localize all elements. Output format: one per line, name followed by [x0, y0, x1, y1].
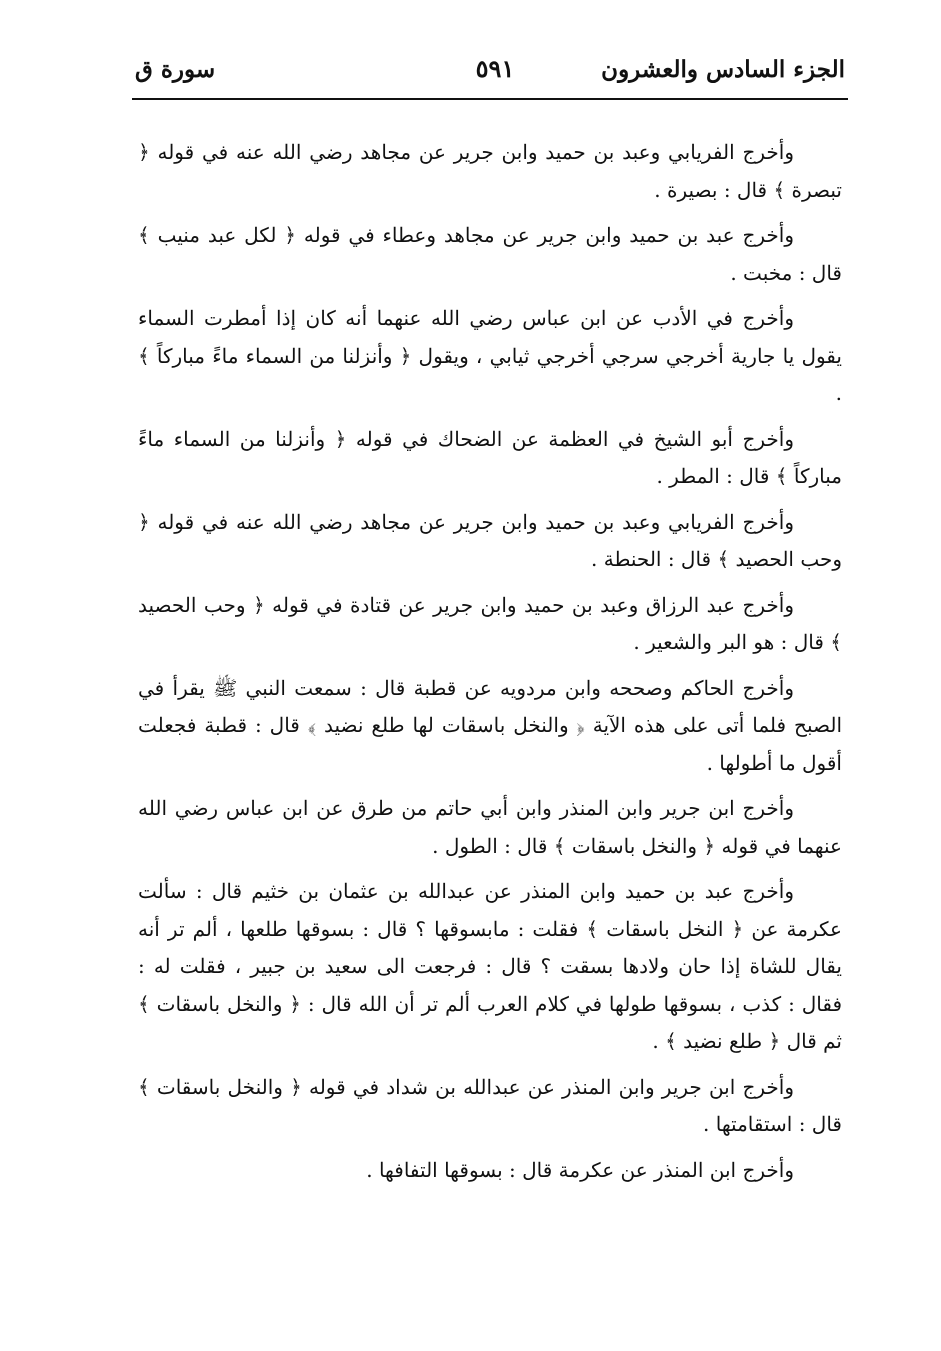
paragraph-8: وأخرج ابن جرير وابن المنذر وابن أبي حاتم من طرق عن ابن عباس رضي الله عنهما في قوله ﴿ والنخل باسقات ﴾ قال : الطول . [138, 796, 842, 858]
paragraph-3: وأخرج في الأدب عن ابن عباس رضي الله عنهما أنه كان إذا أمطرت السماء يقول يا جارية أخرجي سرجي أخرجي ثيابي ، ويقول ﴿ وأنزلنا من السماء ماءً مباركاً ﴾ . [138, 306, 842, 405]
body-text [138, 134, 842, 1197]
surah-title: سورة ق [135, 56, 216, 83]
paragraph-5: وأخرج الفريابي وعبد بن حميد وابن جرير عن مجاهد رضي الله عنه في قوله ﴿ وحب الحصيد ﴾ قال : الحنطة . [138, 509, 842, 571]
page-header [135, 52, 845, 98]
paragraph-7: وأخرج الحاكم وصححه وابن مردويه عن قطبة قال : سمعت النبي ﷺ يقرأ في الصبح فلما أتى على هذه الآية ﴿ والنخل باسقات لها طلع نضيد ﴾ قال : قطبة فجعلت أقول ما أطولها . [138, 675, 842, 775]
paragraph-6: وأخرج عبد الرزاق وعبد بن حميد وابن جرير عن قتادة في قوله ﴿ وحب الحصيد ﴾ قال : هو البر والشعير . [138, 592, 842, 654]
paragraph-4: وأخرج أبو الشيخ في العظمة عن الضحاك في قوله ﴿ وأنزلنا من السماء ماءً مباركاً ﴾ قال : المطر . [138, 426, 842, 488]
part-title: الجزء السادس والعشرون [601, 56, 845, 83]
paragraph-10: وأخرج ابن جرير وابن المنذر عن عبدالله بن شداد في قوله ﴿ والنخل باسقات ﴾ قال : استقامتها . [138, 1074, 842, 1136]
page-number: ٥٩١ [475, 54, 515, 83]
paragraph-9: وأخرج عبد بن حميد وابن المنذر عن عبدالله بن عثمان بن خثيم قال : سألت عكرمة عن ﴿ النخل باسقات ﴾ فقلت : مابسوقها ؟ قال : بسوقها طلعها ، ألم تر أنه يقال للشاة إذا حان ولادها بسقت ؟ قال : فرجعت الى سعيد بن جبير ، فقلت له : فقال : كذب ، بسوقها طولها في كلام العرب ألم تر أن الله قال : ﴿ والنخل باسقات ﴾ ثم قال ﴿ طلع نضيد ﴾ . [138, 879, 842, 1053]
paragraph-11: وأخرج ابن المنذر عن عكرمة قال : بسوقها التفافها . [366, 1157, 794, 1182]
paragraph-1: وأخرج الفريابي وعبد بن حميد وابن جرير عن مجاهد رضي الله عنه في قوله ﴿ تبصرة ﴾ قال : بصيرة . [138, 140, 842, 202]
paragraph-2: وأخرج عبد بن حميد وابن جرير عن مجاهد وعطاء في قوله ﴿ لكل عبد منيب ﴾ قال : مخبت . [138, 223, 842, 285]
header-divider [132, 98, 848, 100]
